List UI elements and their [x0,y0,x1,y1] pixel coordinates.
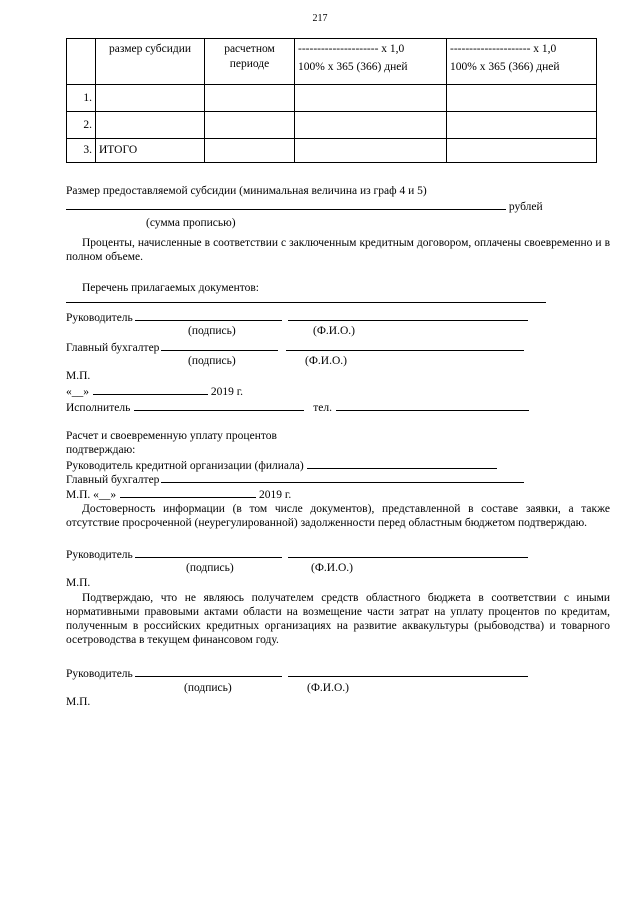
head-signature-row-1 [66,309,528,325]
subsidy-table [66,38,597,163]
sign-caption: (подпись) [184,682,232,694]
table-cell [447,139,597,163]
head-sign-blank[interactable] [135,665,282,677]
reliability-paragraph: Достоверность информации (в том числе документов), представленной в составе заявки, а также отсутствие просроченной (неурегулированной) задолженности перед областным бюджетом подтверждаю. [66,503,610,529]
sign-caption: (подпись) [188,325,236,337]
bank-head-label: Руководитель кредитной организации (филиала) [66,460,304,472]
bank-accountant-row [66,471,524,487]
header-cell-formula-2 [447,39,597,85]
row-number: 3. [67,139,96,163]
head-sign-blank[interactable] [135,546,282,558]
accountant-label: Главный бухгалтер [66,342,160,354]
table-cell [205,85,295,112]
fio-caption: (Ф.И.О.) [305,355,347,367]
head-sign-blank[interactable] [135,309,282,321]
head-fio-blank[interactable] [288,665,528,677]
header-cell-empty [67,39,96,85]
amount-in-words-caption: (сумма прописью) [146,217,236,229]
bank-accountant-blank[interactable] [161,471,524,483]
confirm-paragraph: Подтверждаю, что не являюсь получателем средств областного бюджета в соответствии с иными нормативными правовыми актами области на возмещение части затрат на уплату процентов по кредитам, полученным в российских кредитных организациях на развитие аквакультуры (рыбоводства) и товарного осетроводства в текущем финансовом году. [66,592,610,646]
table-cell [295,139,447,163]
executor-label: Исполнитель [66,402,131,414]
date-row [66,383,243,399]
bank-date-blank[interactable] [120,486,256,498]
fio-caption: (Ф.И.О.) [307,682,349,694]
interest-paragraph: Проценты, начисленные в соответствии с заключенным кредитным договором, оплачены своевременно и в полном объеме. [66,237,610,263]
stamp-label: М.П. [66,577,91,589]
amount-blank[interactable] [66,198,506,210]
head-label: Руководитель [66,549,133,561]
table-cell [205,112,295,139]
fio-caption: (Ф.И.О.) [313,325,355,337]
stamp-label: М.П. [66,696,91,708]
head-signature-row-3 [66,665,528,681]
header-period-line2: периоде [229,58,270,70]
row-label [96,112,205,139]
page-number: 217 [312,13,328,24]
date-open: «__» [66,386,89,398]
bank-confirm-line2: подтверждаю: [66,444,136,456]
fio-caption: (Ф.И.О.) [311,562,353,574]
accountant-sign-blank[interactable] [161,339,278,351]
rubles-label: рублей [508,201,543,213]
phone-blank[interactable] [336,399,529,411]
table-row [67,85,597,112]
accountant-fio-blank[interactable] [286,339,524,351]
documents-list-line [66,291,546,307]
bank-year-label: 2019 г. [259,489,292,501]
row-number: 1. [67,85,96,112]
sign-caption: (подпись) [186,562,234,574]
bank-head-blank[interactable] [307,457,497,469]
documents-list-heading: Перечень прилагаемых документов: [82,282,260,294]
documents-blank[interactable] [66,291,546,303]
table-cell [205,139,295,163]
head-fio-blank[interactable] [288,309,528,321]
table-cell [447,85,597,112]
table-header-row [67,39,597,85]
head-label: Руководитель [66,312,133,324]
header-period-line1: расчетном [224,43,275,55]
executor-blank[interactable] [134,399,304,411]
row-label-total: ИТОГО [96,139,205,163]
subsidy-size-text: Размер предоставляемой субсидии (минимальная величина из граф 4 и 5) [66,185,427,197]
table-row-total [67,139,597,163]
row-number: 2. [67,112,96,139]
accountant-signature-row-1 [66,339,524,355]
header-cell-period [205,39,295,85]
sign-caption: (подпись) [188,355,236,367]
table-row [67,112,597,139]
head-signature-row-2 [66,546,528,562]
formula1-line2: 100% х 365 (366) дней [298,61,408,73]
header-cell-subsidy [96,39,205,85]
executor-row [66,399,529,415]
formula1-line1: --------------------- х 1,0 [298,43,405,55]
header-cell-formula-1 [295,39,447,85]
table-cell [447,112,597,139]
stamp-label: М.П. [66,370,91,382]
bank-stamp-date: М.П. «__» [66,489,117,501]
formula2-line1: --------------------- х 1,0 [450,43,557,55]
table-cell [295,112,447,139]
header-subsidy-label: размер субсидии [108,43,192,55]
date-blank[interactable] [93,383,208,395]
table-cell [295,85,447,112]
formula2-line2: 100% х 365 (366) дней [450,61,560,73]
head-fio-blank[interactable] [288,546,528,558]
row-label [96,85,205,112]
bank-accountant-label: Главный бухгалтер [66,474,160,486]
bank-date-row [66,486,291,502]
head-label: Руководитель [66,668,133,680]
phone-label: тел. [313,402,332,414]
year-label: 2019 г. [210,386,244,398]
subsidy-amount-line [66,198,543,214]
bank-confirm-line1: Расчет и своевременную уплату процентов [66,430,277,442]
